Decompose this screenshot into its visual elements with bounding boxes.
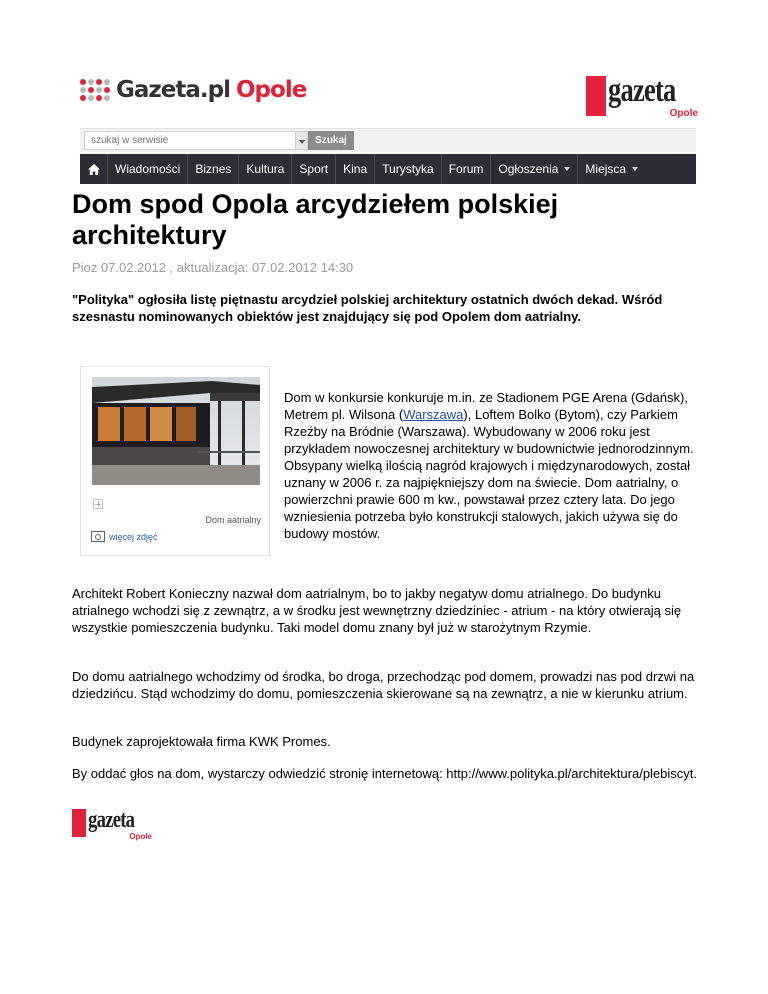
article-lead: "Polityka" ogłosiła listę piętnastu arcydzieł polskiej architektury ostatnich dwóch dekad. Wśród szesnastu nominowanych obiektów jest znajdujący się pod Opolem dom aatrialny. xyxy=(72,292,663,324)
photo-caption: Dom aatrialny xyxy=(205,515,261,525)
brand-red-block xyxy=(586,76,606,116)
photo-box xyxy=(80,366,270,556)
house-photo[interactable] xyxy=(92,377,260,485)
more-photos-label: więcej zdjęć xyxy=(109,531,158,542)
nav-item-wiadomosci[interactable]: Wiadomości xyxy=(108,154,188,184)
article-paragraph-4: Budynek zaprojektowała firma KWK Promes. xyxy=(72,734,331,749)
home-icon[interactable] xyxy=(80,154,108,184)
nav-item-ogloszenia[interactable]: Ogłoszenia xyxy=(491,154,578,184)
warszawa-link[interactable]: Warszawa xyxy=(403,407,464,422)
chevron-down-icon xyxy=(564,167,570,171)
nav-item-forum[interactable]: Forum xyxy=(442,154,492,184)
main-nav xyxy=(80,154,696,184)
more-photos-link[interactable] xyxy=(91,531,158,542)
search-input[interactable] xyxy=(84,131,296,150)
nav-item-kultura[interactable]: Kultura xyxy=(239,154,292,184)
site-logo-word: Gazeta.pl xyxy=(116,77,230,103)
enlarge-plus-icon[interactable] xyxy=(93,499,103,509)
article-paragraph-3: Do domu aatrialnego wchodzimy od środka, bo droga, przechodząc pod domem, prowadzi nas pod drzwi na dziedzińcu. Stąd wchodzimy do domu, pomieszczenia skierowane są na zewnątrz, a nie w kierunku atrium. xyxy=(72,669,695,701)
article-paragraph-1: Dom w konkursie konkuruje m.in. ze Stadionem PGE Arena (Gdańsk), Metrem pl. Wilsona (Warszawa), Loftem Bolko (Bytom), czy Parkiem Rzeźby na Bródnie (Warszawa). Wybudowany w 2006 roku jest przykładem nowoczesnej architektury w budownictwie jednorodzinnym. Obsypany wielką ilością nagród krajowych i międzynarodowych, został uznany w 2006 r. za najpiękniejszy dom na świecie. Dom aatrialny, o powierzchni prawie 600 m kw., powstawał przez cztery lata. Do jego wzniesienia potrzeba było konstrukcji stalowych, jakich używa się do budowy mostów. xyxy=(284,390,694,541)
search-bar xyxy=(80,128,696,152)
nav-item-sport[interactable]: Sport xyxy=(292,154,336,184)
site-logo-city: Opole xyxy=(236,77,307,103)
search-button[interactable]: Szukaj xyxy=(308,131,354,150)
nav-item-miejsca[interactable]: Miejsca xyxy=(578,154,645,184)
gazeta-brand-logo[interactable] xyxy=(586,72,698,119)
article-paragraph-5: By oddać głos na dom, wystarczy odwiedzić stronię internetową: http://www.polityka.pl/architektura/plebiscyt. xyxy=(72,766,698,781)
article-byline: Pioz 07.02.2012 , aktualizacja: 07.02.2012 14:30 xyxy=(72,260,354,275)
brand-word: gazeta xyxy=(608,72,676,109)
nav-item-kina[interactable]: Kina xyxy=(336,154,375,184)
dots-logo-icon xyxy=(80,79,110,101)
footer-brand-city: Opole xyxy=(129,832,152,841)
nav-item-biznes[interactable]: Biznes xyxy=(188,154,239,184)
chevron-down-icon xyxy=(632,167,638,171)
nav-item-turystyka[interactable]: Turystyka xyxy=(375,154,442,184)
site-logo[interactable] xyxy=(80,73,306,107)
gazeta-footer-logo[interactable] xyxy=(72,806,152,841)
brand-city: Opole xyxy=(669,108,698,119)
article-title: Dom spod Opola arcydziełem polskiej architektury xyxy=(72,189,559,250)
gallery-icon xyxy=(91,531,105,542)
search-scope-dropdown[interactable] xyxy=(296,131,308,150)
footer-red-block xyxy=(72,809,86,837)
footer-brand-word: gazeta xyxy=(88,807,135,833)
article-paragraph-2: Architekt Robert Konieczny nazwał dom aatrialnym, bo to jakby negatyw domu atrialnego. Do budynku atrialnego wchodzi się z zewnątrz, a w środku jest wewnętrzny dziedziniec - atrium - na który otwierają się wszystkie pomieszczenia budynku. Taki model domu znany był już w starożytnym Rzymie. xyxy=(72,586,682,635)
